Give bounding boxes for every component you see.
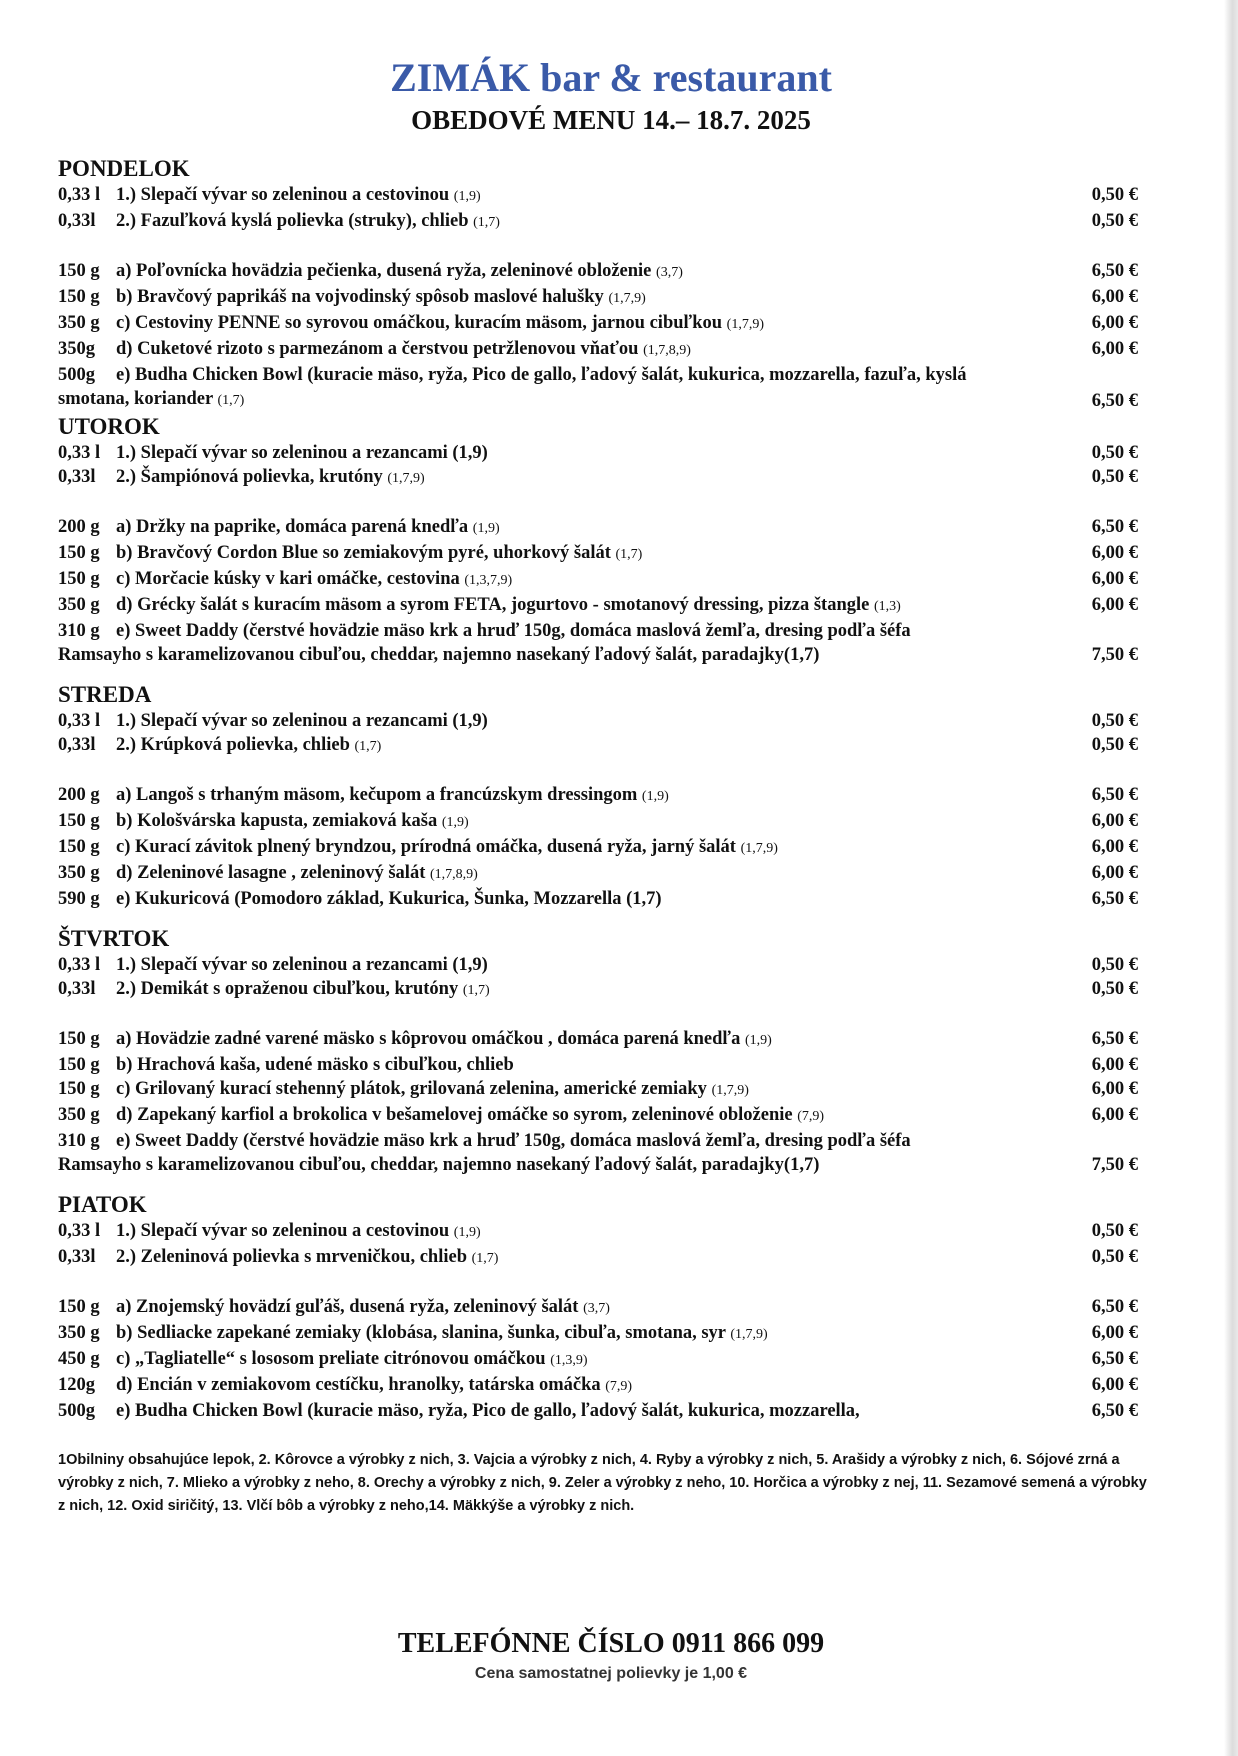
item-name: b) Sedliacke zapekané zemiaky (klobása, slanina, šunka, cibuľa, smotana, syr [116,1323,726,1343]
item-price: 6,50 € [1091,261,1138,281]
item-weight: 310 g [58,1131,100,1151]
soup-row [58,733,1138,759]
item-allergens: (1,9) [453,189,481,204]
item-price: 6,50 € [1091,517,1138,537]
item-allergens: (1,3) [873,599,901,614]
day-heading: UTOROK [58,414,160,439]
item-allergens: (1,7) [615,547,643,562]
item-weight: 350g [58,339,95,359]
menu-subtitle: OBEDOVÉ MENU 14.– 18.7. 2025 [411,105,811,135]
item-name: 1.) Slepačí vývar so zeleninou a rezancami (1,9) [116,955,488,975]
item-name: e) Sweet Daddy (čerstvé hovädzie mäso krk a hruď 150g, domáca maslová žemľa, dresing podľa šéfa Ramsayho s [58,621,911,665]
item-weight: 150 g [58,261,100,281]
item-price: 6,50 € [1091,1401,1138,1421]
item-price: 7,50 € [1091,1155,1138,1175]
item-name: c) Kurací závitok plnený bryndzou, prírodná omáčka, dusená ryža, jarný šalát [116,837,736,857]
item-price: 6,00 € [1091,1375,1138,1395]
item-allergens: (1,7) [217,393,245,408]
item-name: e) Budha Chicken Bowl (kuracie mäso, ryža, Pico de gallo, ľadový šalát, kukurica, mozzarella, [116,1401,860,1421]
main-dish-row [58,515,1138,541]
item-weight: 150 g [58,543,100,563]
main-dish-row [58,259,1138,285]
item-weight: 500g [58,1401,95,1421]
item-weight: 350 g [58,1105,100,1125]
item-weight: 0,33l [58,735,96,755]
spacer [58,491,1138,515]
item-name: 2.) Demikát s opraženou cibuľkou, krutóny [116,979,459,999]
item-price: 6,00 € [1091,1105,1138,1125]
item-weight: 350 g [58,1323,100,1343]
item-allergens: (1,9) [453,1225,481,1240]
item-weight: 150 g [58,287,100,307]
item-price: 6,00 € [1091,287,1138,307]
item-weight: 0,33l [58,1247,96,1267]
item-price: 6,50 € [1091,1349,1138,1369]
item-allergens: (1,7,8,9) [430,867,478,882]
item-name: 2.) Krúpková polievka, chlieb [116,735,350,755]
item-allergens: (1,7,9) [711,1083,749,1098]
item-name: 1.) Slepačí vývar so zeleninou a cestovinou [116,1221,450,1241]
item-price: 6,00 € [1091,1323,1138,1343]
item-name: c) Cestoviny PENNE so syrovou omáčkou, kuracím mäsom, jarnou cibuľkou [116,313,723,333]
item-price: 6,00 € [1091,595,1138,615]
item-weight: 150 g [58,1297,100,1317]
item-name: 1.) Slepačí vývar so zeleninou a cestovinou [116,185,450,205]
item-name: a) Hovädzie zadné varené mäsko s kôprovou omáčkou , domáca parená knedľa [116,1029,741,1049]
item-allergens: (3,7) [656,265,683,280]
item-weight: 150 g [58,1055,100,1075]
item-weight: 0,33l [58,979,96,999]
item-allergens: (1,7,9) [387,471,425,486]
item-name: 2.) Šampiónová polievka, krutóny [116,467,383,487]
item-weight: 350 g [58,595,100,615]
soup-row [58,183,1138,209]
day-heading: ŠTVRTOK [58,926,170,951]
item-weight: 0,33 l [58,1221,101,1241]
item-name-continued: fazuľa, kyslá smotana, koriander [58,365,967,409]
item-weight: 0,33 l [58,711,101,731]
main-dish-row [58,1077,1138,1103]
main-dish-row [58,783,1138,809]
item-price: 6,00 € [1091,543,1138,563]
item-name: d) Grécky šalát s kuracím mäsom a syrom FETA, jogurtovo - smotanový dressing, pizza štangle [116,595,870,615]
item-weight: 200 g [58,785,100,805]
day-heading: PIATOK [58,1192,147,1217]
item-allergens: (1,9) [441,815,469,830]
main-dish-row [58,311,1138,337]
day-heading: PONDELOK [58,156,190,181]
item-allergens: (3,7) [583,1301,610,1316]
item-allergens: (1,7) [462,983,490,998]
item-price: 6,50 € [1091,1029,1138,1049]
item-price: 6,50 € [1091,1297,1138,1317]
item-name: a) Poľovnícka hovädzia pečienka, dusená ryža, zeleninové obloženie [116,261,652,281]
item-name: d) Zeleninové lasagne , zeleninový šalát [116,863,426,883]
item-price: 6,00 € [1091,811,1138,831]
item-weight: 350 g [58,313,100,333]
item-weight: 310 g [58,621,100,641]
item-allergens: (1,9) [472,521,500,536]
item-name-continued: karamelizovanou cibuľou, cheddar, najemno nasekaný ľadový šalát, paradajky(1,7) [157,645,820,665]
main-dish-row [58,1295,1138,1321]
item-weight: 0,33l [58,211,96,231]
day-heading: STREDA [58,682,152,707]
item-price: 6,00 € [1091,837,1138,857]
item-name: 2.) Fazuľková kyslá polievka (struky), chlieb [116,211,469,231]
item-name: c) „Tagliatelle“ s lososom preliate citrónovou omáčkou [116,1349,546,1369]
item-price: 0,50 € [1091,711,1138,731]
weekly-menu [58,155,1138,1423]
item-name: c) Grilovaný kurací stehenný plátok, grilovaná zelenina, americké zemiaky [116,1079,707,1099]
item-weight: 500g [58,365,95,385]
spacer [58,235,1138,259]
soup-row [58,465,1138,491]
item-price: 0,50 € [1091,467,1138,487]
main-dish-row [58,887,1138,911]
item-price: 6,00 € [1091,863,1138,883]
item-name: b) Hrachová kaša, udené mäsko s cibuľkou, chlieb [116,1055,514,1075]
main-dish-row [58,567,1138,593]
soup-row [58,441,1138,465]
item-name: a) Langoš s trhaným mäsom, kečupom a francúzskym dressingom [116,785,638,805]
item-name: 1.) Slepačí vývar so zeleninou a rezancami (1,9) [116,711,488,731]
soup-row [58,953,1138,977]
item-price: 0,50 € [1091,1221,1138,1241]
item-weight: 150 g [58,837,100,857]
item-weight: 0,33 l [58,443,101,463]
item-weight: 0,33 l [58,185,101,205]
item-allergens: (7,9) [797,1109,825,1124]
page-edge [1224,0,1238,1756]
item-allergens: (1,9) [641,789,669,804]
main-dish-row [58,835,1138,861]
soup-row [58,709,1138,733]
restaurant-title: ZIMÁK bar & restaurant [390,55,832,100]
item-price: 6,00 € [1091,339,1138,359]
item-name: d) Encián v zemiakovom cestíčku, hranolky, tatárska omáčka [116,1375,601,1395]
item-price: 0,50 € [1091,211,1138,231]
item-price: 6,00 € [1091,313,1138,333]
item-price: 6,50 € [1091,889,1138,909]
phone-number: TELEFÓNNE ČÍSLO 0911 866 099 [397,1628,825,1659]
main-dish-row [58,1373,1138,1399]
item-weight: 150 g [58,1029,100,1049]
item-allergens: (1,7) [473,215,500,230]
spacer [58,1003,1138,1027]
item-price: 6,00 € [1091,1079,1138,1099]
main-dish-row [58,285,1138,311]
item-price: 6,00 € [1091,569,1138,589]
main-dish-row [58,593,1138,619]
item-name: b) Kološvárska kapusta, zemiaková kaša [116,811,438,831]
item-allergens: (1,7) [471,1251,499,1266]
item-weight: 120g [58,1375,95,1395]
item-name: e) Sweet Daddy (čerstvé hovädzie mäso krk a hruď 150g, domáca maslová žemľa, dresing podľa šéfa Ramsayho s [58,1131,911,1175]
item-name-continued: karamelizovanou cibuľou, cheddar, najemno nasekaný ľadový šalát, paradajky(1,7) [157,1155,820,1175]
item-name: e) Budha Chicken Bowl (kuracie mäso, ryža, Pico de gallo, ľadový šalát, kukurica, mozzarella, [116,365,860,385]
main-dish-row [58,1053,1138,1077]
main-dish-row [58,861,1138,887]
soup-row [58,209,1138,235]
item-allergens: (1,7) [354,739,382,754]
main-dish-row [58,363,1138,413]
item-weight: 0,33 l [58,955,101,975]
main-dish-row [58,619,1138,667]
main-dish-row [58,541,1138,567]
item-price: 6,00 € [1091,1055,1138,1075]
item-name: a) Držky na paprike, domáca parená knedľa [116,517,469,537]
item-price: 0,50 € [1091,443,1138,463]
soup-price-note: Cena samostatnej polievky je 1,00 € [474,1665,748,1682]
allergens-note: 1Obilniny obsahujúce lepok, 2. Kôrovce a výrobky z nich, 3. Vajcia a výrobky z nich, 4. Ryby a výrobky z nich, 5. Arašidy a výrobky z nich, 6. Sójové zrná a výrobky z nich, 7. Mlieko a výrobky z neho, 8. Orechy a výrobky z nich, 9. Zeler a výrobky z neho, 10. Horčica a výrobky z nej, 11. Sezamové semená a výrobky z nich, 12. Oxid siričitý, 13. Vlčí bôb a výrobky z neho,14. Mäkkýše a výrobky z nich. [58,1452,1147,1514]
item-allergens: (1,7,9) [740,841,778,856]
item-weight: 590 g [58,889,100,909]
item-name: d) Cuketové rizoto s parmezánom a čerstvou petržlenovou vňaťou [116,339,639,359]
item-weight: 350 g [58,863,100,883]
item-weight: 150 g [58,1079,100,1099]
item-allergens: (1,7,9) [608,291,646,306]
item-allergens: (1,7,8,9) [643,343,691,358]
item-price: 0,50 € [1091,979,1138,999]
item-price: 0,50 € [1091,955,1138,975]
item-price: 0,50 € [1091,1247,1138,1267]
spacer [58,1271,1138,1295]
item-weight: 0,33l [58,467,96,487]
main-dish-row [58,1103,1138,1129]
item-name: a) Znojemský hovädzí guľáš, dusená ryža, zeleninový šalát [116,1297,579,1317]
item-weight: 150 g [58,811,100,831]
item-allergens: (1,3,7,9) [464,573,513,588]
main-dish-row [58,1347,1138,1373]
item-price: 7,50 € [1091,645,1138,665]
soup-row [58,977,1138,1003]
item-allergens: (1,9) [744,1033,772,1048]
item-allergens: (7,9) [605,1379,633,1394]
item-name: 2.) Zeleninová polievka s mrveničkou, chlieb [116,1247,468,1267]
item-price: 6,50 € [1091,785,1138,805]
item-name: b) Bravčový Cordon Blue so zemiakovým pyré, uhorkový šalát [116,543,611,563]
main-dish-row [58,337,1138,363]
item-name: d) Zapekaný karfiol a brokolica v bešamelovej omáčke so syrom, zeleninové obloženie [116,1105,793,1125]
item-allergens: (1,7,9) [726,317,764,332]
soup-row [58,1245,1138,1271]
item-name: c) Morčacie kúsky v kari omáčke, cestovina [116,569,460,589]
main-dish-row [58,809,1138,835]
item-price: 0,50 € [1091,185,1138,205]
soup-row [58,1219,1138,1245]
main-dish-row [58,1321,1138,1347]
main-dish-row [58,1129,1138,1177]
item-weight: 450 g [58,1349,100,1369]
item-weight: 150 g [58,569,100,589]
item-allergens: (1,7,9) [730,1327,768,1342]
item-allergens: (1,3,9) [550,1353,588,1368]
item-price: 0,50 € [1091,735,1138,755]
spacer [58,759,1138,783]
item-weight: 200 g [58,517,100,537]
item-name: e) Kukuricová (Pomodoro základ, Kukurica, Šunka, Mozzarella (1,7) [116,889,662,909]
item-name: b) Bravčový paprikáš na vojvodinský spôsob maslové halušky [116,287,604,307]
item-price: 6,50 € [1091,391,1138,411]
item-name: 1.) Slepačí vývar so zeleninou a rezancami (1,9) [116,443,488,463]
main-dish-row [58,1027,1138,1053]
main-dish-row [58,1399,1138,1423]
